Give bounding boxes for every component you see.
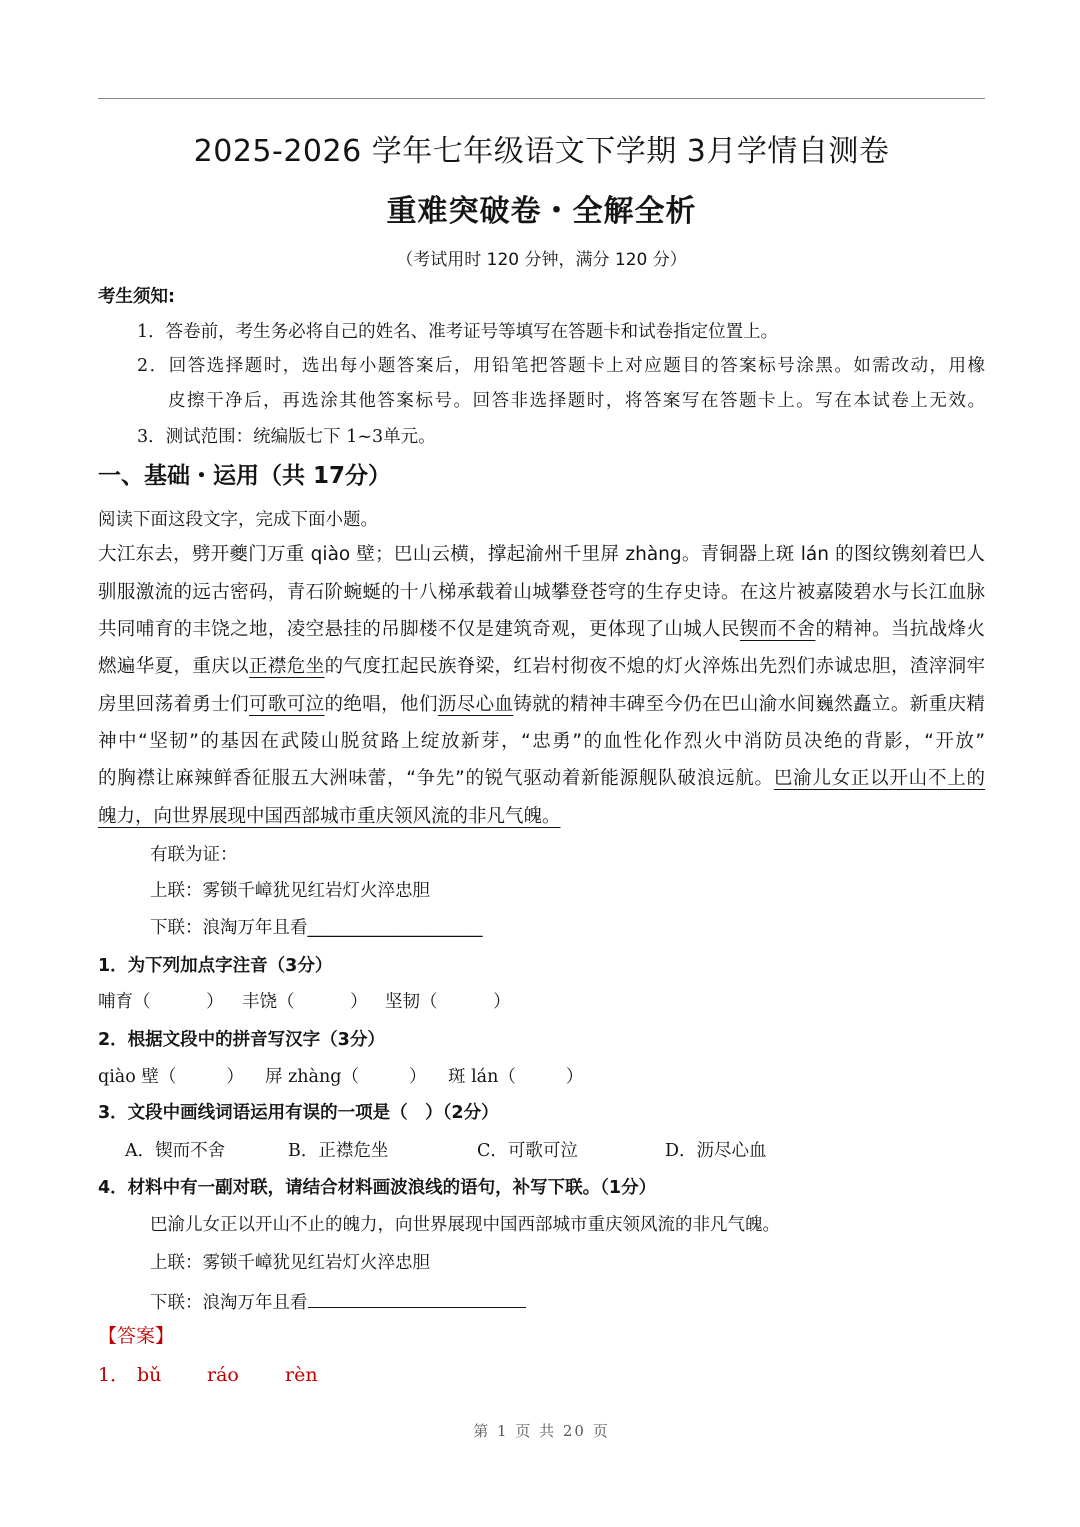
question-4-heading: 4．材料中有一副对联，请结合材料画波浪线的语句，补写下联。（1分） [98,1178,657,1198]
q2-blank: 斑 lán（ ） [448,1067,584,1087]
page-subtitle: 重难突破卷・全解全析 [386,194,697,229]
underlined-term: 可歌可泣 [249,694,325,715]
page-title: 2025-2026 学年七年级语文下学期 3月学情自测卷 [193,134,890,169]
answer-blank-line [308,1287,526,1308]
passage-text: 房里回荡着勇士们 [98,694,250,715]
answer-1-value: ráo [207,1364,239,1386]
passage-line: 大江东去，劈开夔门万重 qiào 壁；巴山云横，撑起渝州千里屏 zhàng。青铜器上斑 lán 的图纹镌刻着巴人 [98,544,985,565]
passage-text: 的绝唱，他们 [324,694,438,715]
underlined-term: 沥尽心血 [437,694,514,715]
notice-item-text: 回答选择题时，选出每小题答案后，用铅笔把答题卡上对应题目的答案标号涂黑。如需改动，用橡 [168,356,986,376]
question-2-heading: 2．根据文段中的拼音写汉字（3分） [98,1030,385,1050]
q3-option-c: C．可歌可泣 [477,1141,578,1161]
passage-text: 共同哺育的丰饶之地，凌空悬挂的吊脚楼不仅是建筑奇观，更体现了山城人民 [98,619,740,640]
section-heading: 一、基础・运用（共 17分） [98,463,392,489]
couplet-intro: 有联为证： [150,845,238,865]
q1-blank: 坚韧（ ） [385,992,511,1012]
wavy-underlined-sentence: 巴渝儿女正以开山不上的 [773,768,985,789]
answer-1-value: bǔ [137,1364,162,1386]
q2-blank: 屏 zhàng（ ） [265,1067,427,1087]
passage-text: 铸就的精神丰碑至今仍在巴山渝水间巍然矗立。新重庆精 [513,694,985,715]
notice-item-2 [137,353,985,379]
notice-item-text: 答卷前，考生务必将自己的姓名、准考证号等填写在答题卡和试卷指定位置上。 [165,322,779,342]
answer-1-value: rèn [285,1364,318,1386]
q3-option-d: D．沥尽心血 [665,1141,767,1161]
notice-item-number: 2． [137,356,169,376]
passage-text: 的气度扛起民族脊梁，红岩村彻夜不熄的灯火淬炼出先烈们赤诚忠胆，渣滓洞牢 [324,656,985,677]
underlined-term: 正襟危坐 [249,656,325,677]
q3-option-b: B．正襟危坐 [288,1141,389,1161]
q3-option-a: A．锲而不舍 [125,1141,226,1161]
question-1-heading: 1．为下列加点字注音（3分） [98,956,333,976]
header-rule [98,98,985,99]
wavy-underlined-sentence: 魄力，向世界展现中国西部城市重庆领风流的非凡气魄。 [98,806,561,827]
section-instruction: 阅读下面这段文字，完成下面小题。 [98,510,378,530]
exam-info: （考试用时 120 分钟，满分 120 分） [396,250,687,270]
passage-text: 燃遍华夏，重庆以 [98,656,250,677]
q4-quote: 巴渝儿女正以开山不止的魄力，向世界展现中国西部城市重庆领风流的非凡气魄。 [150,1215,780,1235]
q4-lower-prefix: 下联：浪淘万年且看 [150,1293,308,1313]
notice-item-number: 1． [137,322,166,342]
passage-line [98,798,561,835]
passage-text: 的胸襟让麻辣鲜香征服五大洲味蕾，“争先”的锐气驱动着新能源舰队破浪远航。 [98,768,774,789]
passage-line: 神中“坚韧”的基因在武陵山脱贫路上绽放新芽，“忠勇”的血性化作烈火中消防员决绝的背影，“开放” [98,731,985,752]
notice-item-text: 测试范围：统编版七下 1~3单元。 [165,427,436,447]
answer-1-number: 1． [98,1364,130,1386]
passage-line [98,760,985,797]
passage-line [98,611,985,648]
underlined-term: 锲而不舍 [739,619,816,640]
passage-line [98,648,985,685]
passage-text: 的精神。当抗战烽火 [815,619,985,640]
q1-blank: 哺育（ ） [98,992,224,1012]
q2-blank: qiào 壁（ ） [98,1067,244,1087]
notice-item-number: 3． [137,427,166,447]
question-3-heading: 3．文段中画线词语运用有误的一项是（ ）（2分） [98,1103,499,1123]
q1-blank: 丰饶（ ） [242,992,368,1012]
page-number: 第 1 页 共 20 页 [473,1422,610,1440]
couplet-upper: 上联：雾锁千嶂犹见红岩灯火淬忠胆 [150,881,430,901]
couplet-lower: 下联：浪淘万年且看____________________ [150,918,483,938]
notice-heading: 考生须知: [98,287,175,307]
passage-line: 驯服激流的远古密码，青石阶蜿蜒的十八梯承载着山城攀登苍穹的生存史诗。在这片被嘉陵碧水与长江血脉 [98,582,985,603]
q4-couplet-upper: 上联：雾锁千嶂犹见红岩灯火淬忠胆 [150,1253,430,1273]
notice-item-1 [137,319,778,345]
q4-couplet-lower [150,1287,526,1313]
answer-label: 【答案】 [98,1325,175,1347]
passage-line [98,686,985,723]
notice-item-3 [137,424,436,450]
notice-item-2-continued: 皮擦干净后，再选涂其他答案标号。回答非选择题时，将答案写在答题卡上。写在本试卷上无效。 [168,391,985,411]
